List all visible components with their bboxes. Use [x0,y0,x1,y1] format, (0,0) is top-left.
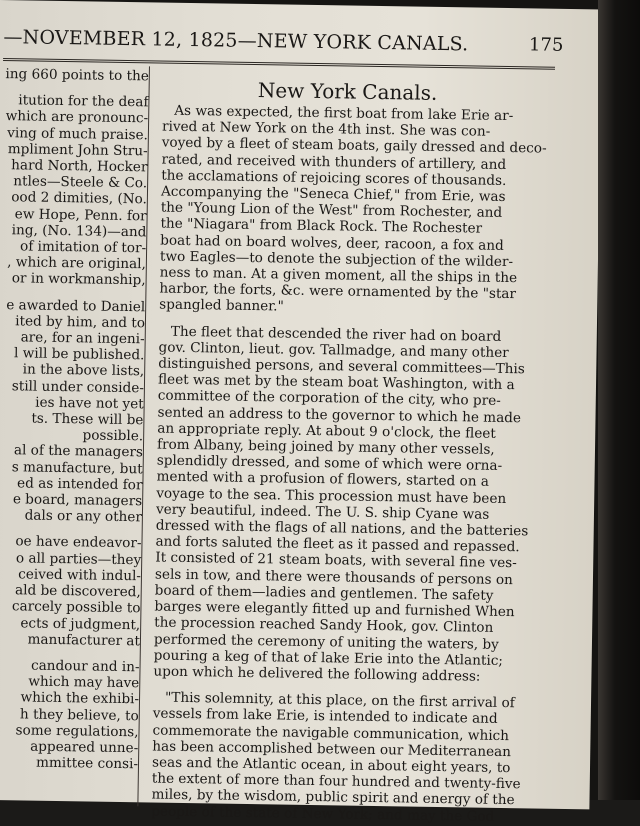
text-line: "This solemnity, at this place, on the first arrival of [164,689,515,712]
text-line: barges were elegantly fitted up and furnished When [154,598,515,621]
text-line: hard North, Hocker [11,157,148,176]
text-line: seas and the Atlantic ocean, in about eight years, to [151,754,511,777]
text-line: ntles—Steele & Co. [13,173,148,192]
text-line: l will be published. [13,345,145,364]
text-line: ed as intended for [16,475,143,494]
text-line: ing 660 points to the [5,66,149,85]
text-line: still under conside- [11,377,145,396]
text-line: from Albany, being joined by many other vessels, [156,436,495,458]
text-line: board of them—ladies and gentlemen. The safety [154,582,494,604]
text-line: ving of much praise. [7,124,149,143]
text-line: splendidly dressed, and some of which were orna- [156,452,503,475]
text-line: pouring a keg of that of lake Erie into the Atlantic; [153,647,504,669]
text-line: appeared unne- [30,738,139,757]
text-line: in the above lists, [22,361,145,380]
text-line: h they believe, to [19,705,139,724]
text-line: spangled banner." [159,296,284,315]
text-line: sented an address to the governor to which he made [157,404,522,426]
running-title: —NOVEMBER 12, 1825—NEW YORK CANALS. [3,26,469,56]
text-line: some regulations, [15,722,139,740]
text-line: upon which he delivered the following address: [153,663,481,685]
text-line: an appropriate reply. At about 9 o'clock, the fleet [157,420,496,442]
text-line: gov. Clinton, lieut. gov. Tallmadge, and many other [158,339,509,361]
text-line: It consisted of 21 steam boats, with several fine ves- [155,549,517,572]
text-line: which are pronounc- [5,108,149,127]
text-line: harbor, the forts, &c. were ornamented by the "star [159,280,517,303]
text-line: rated, and received with thunders of artillery, and [161,151,507,173]
text-line: rived at New York on the 4th inst. She was con- [161,118,491,140]
text-line: , which are original, [7,254,146,273]
page-number: 175 [528,34,564,56]
page-edge-shadow [598,0,640,800]
left-column [0,66,149,773]
text-line: ness to man. At a given moment, all the ships in the [159,264,518,287]
text-line: ing, (No. 134)—and [11,222,147,241]
text-line: and forts saluted the fleet as it passed and repassed. [155,533,520,556]
text-line: ew Hope, Penn. for [14,205,147,224]
text-line: very beautiful, indeed. The U. S. ship Cyane was [155,501,490,523]
text-line: carcely possible to [11,598,141,617]
text-line: or in workmanship, [11,270,146,289]
text-line: committee of the corporation of the city, who pre- [157,387,501,410]
text-line: the "Young Lion of the West" from Rochester, and [160,199,503,222]
text-line: s manufacture, but [11,458,143,477]
text-line: The fleet that descended the river had on board [170,323,502,345]
text-line: ects of judgment, [20,614,141,633]
text-line: ceived with indul- [18,566,142,585]
text-line: boat had on board wolves, deer, racoon, a fox and [160,232,504,254]
text-line: sels in tow, and there were thousands of persons on [154,566,513,588]
text-line: mented with a profusion of flowers, started on a [156,468,490,491]
text-line: which the exhibi- [20,689,140,708]
article-body [151,102,547,825]
text-line: oe have endeavor- [15,533,142,552]
text-line: ood 2 dimities, (No. [11,189,148,208]
text-line: has been accomplished between our Mediterranean [152,738,512,760]
text-line: two Eagles—to denote the subjection of the wilder- [159,248,514,270]
text-line: ald be discovered, [14,582,141,601]
text-line: people of the state of New York; and may the God [151,803,495,825]
text-line: the acclamations of rejoicing scores of thousands. [161,167,507,189]
text-line: itution for the deaf [18,92,149,111]
text-line: possible. [82,427,144,445]
text-line: dals or any other [24,507,143,526]
article-title: New York Canals. [257,78,438,105]
text-line: vessels from lake Erie, is intended to indicate and [152,705,498,728]
text-line: which may have [28,673,140,692]
text-line: miles, by the wisdom, public spirit and energy of the [151,786,515,809]
text-line: of imitation of tor- [19,238,147,257]
text-line: fleet was met by the steam boat Washington, with a [157,371,515,394]
text-line: the procession reached Sandy Hook, gov. Clinton [154,614,494,637]
text-line: commemorate the navigable communication, which [152,722,510,744]
text-line: Accompanying the "Seneca Chief," from Erie, was [160,183,506,205]
text-line: mpliment John Stru- [7,140,148,160]
text-line: the extent of more than four hundred and twenty-five [151,770,521,793]
text-line: e awarded to Daniel [6,296,146,315]
text-line: voyage to the sea. This procession must have been [156,485,507,507]
text-line: voyed by a fleet of steam boats, gaily dressed and deco- [161,134,547,158]
text-line: ited by him, and to [15,313,146,332]
text-line: o all parties—they [15,550,142,568]
text-line: are, for an ingeni- [20,329,145,348]
text-line: manufacturer at [27,631,141,649]
text-line: al of the managers [13,442,144,461]
text-line: As was expected, the first boat from lake Erie ar- [174,102,514,125]
text-line: mmittee consi- [35,754,139,773]
text-line: candour and in- [30,657,140,676]
text-line: performed the ceremony of uniting the waters, by [153,630,499,653]
text-line: distinguished persons, and several committees—This [158,355,525,378]
text-line: e board, managers [12,491,143,510]
article-column [151,77,547,825]
text-line: ts. These will be [31,410,144,429]
text-line: the "Niagara" from Black Rock. The Rochester [160,215,483,238]
text-line: ies have not yet [35,394,144,413]
text-line: dressed with the flags of all nations, and the batteries [155,517,529,540]
